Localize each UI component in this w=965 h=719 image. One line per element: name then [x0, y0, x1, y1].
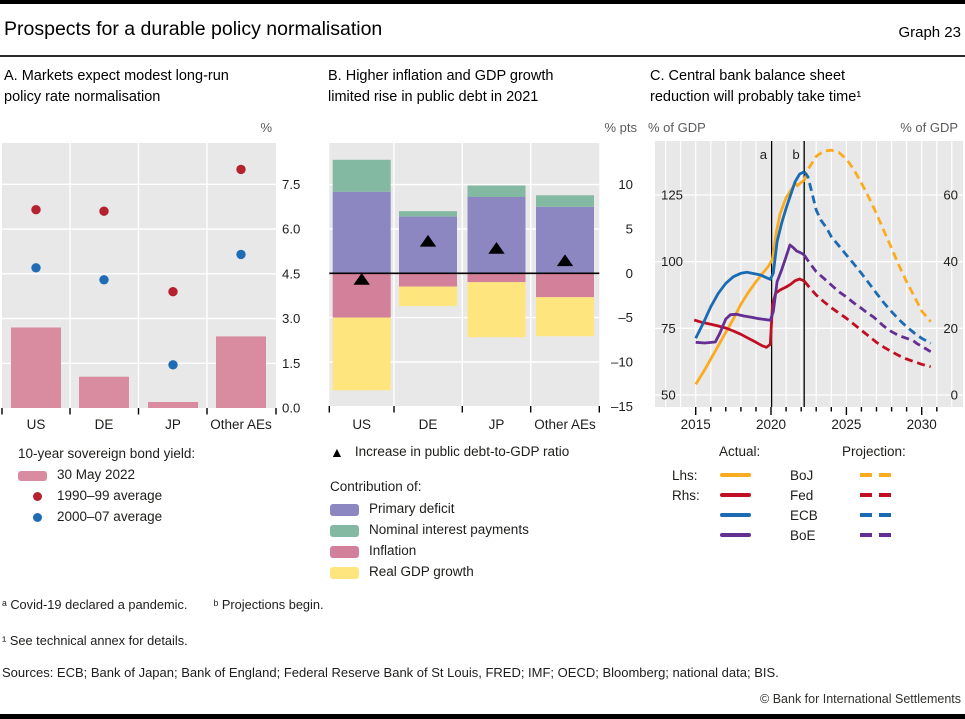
- panel-a-legend: [18, 443, 195, 528]
- dot-1990–99-DE: [99, 207, 108, 216]
- panel-c-title: [650, 66, 960, 108]
- panel-c-unit-right: % of GDP: [900, 120, 958, 135]
- bar-JP: [148, 402, 198, 408]
- legend-label: 2000–07 average: [57, 509, 163, 525]
- x-axis-label: 2025: [831, 417, 862, 432]
- x-axis-label: 2020: [755, 417, 787, 432]
- fed-line-swatch: [720, 493, 751, 497]
- y-axis-label: 5: [625, 221, 633, 237]
- footnote-1: ¹ See technical annex for details.: [2, 633, 188, 648]
- pink-bar-swatch: [18, 471, 47, 481]
- fed-dash-swatch: [860, 493, 891, 497]
- panel-a-legend-heading: 10-year sovereign bond yield:: [18, 445, 196, 461]
- rhs-label: Rhs:: [672, 487, 700, 503]
- y-axis-label: –10: [610, 354, 633, 370]
- legend-label: 1990–99 average: [57, 488, 163, 504]
- legend-row-ecb: [645, 505, 965, 525]
- rhs-axis-label: 20: [943, 320, 958, 336]
- event-label-a: a: [759, 147, 768, 162]
- ecb-dash-swatch: [860, 513, 891, 517]
- legend-item-real-gdp-growth: [330, 562, 569, 583]
- y-axis-label: –15: [610, 398, 633, 414]
- page-title: Prospects for a durable policy normalisation: [4, 18, 383, 40]
- legend-row-fed: [645, 485, 965, 505]
- legend-item-inflation: [330, 541, 569, 562]
- legend-row-boe: [645, 525, 965, 545]
- legend-item-2000-07: [18, 507, 195, 528]
- purple-swatch: [330, 504, 359, 516]
- panel-b-title: [328, 66, 638, 108]
- lhs-axis-label: 100: [661, 254, 684, 270]
- category-label: DE: [94, 417, 114, 432]
- triangle-marker-icon: ▲: [330, 443, 344, 460]
- ecb-line-swatch: [720, 513, 751, 517]
- x-axis-label: 2030: [906, 417, 937, 432]
- panel-b-unit-label: % pts: [604, 120, 637, 135]
- bottom-rule-bar: [0, 714, 965, 719]
- dot-2000–07-JP: [168, 360, 177, 369]
- stack-inflation-DE: [399, 273, 457, 286]
- legend-label: 30 May 2022: [57, 467, 136, 483]
- red-dot-swatch: [33, 492, 42, 501]
- legend-projection-heading: Projection:: [842, 444, 906, 459]
- plot-area: [655, 141, 963, 407]
- legend-label: Inflation: [369, 543, 417, 559]
- category-label: Other AEs: [534, 417, 596, 432]
- stack-inflation-Other AEs: [536, 273, 594, 297]
- legend-item-primary-deficit: [330, 499, 569, 520]
- y-axis-label: –5: [618, 310, 633, 326]
- y-axis-label: 4.5: [282, 266, 301, 282]
- panel-a-unit-label: %: [260, 120, 272, 135]
- legend-label: Primary deficit: [369, 501, 455, 517]
- dot-1990–99-JP: [168, 287, 177, 296]
- rhs-axis-label: 60: [943, 187, 958, 203]
- legend-item-1990-99: [18, 486, 195, 507]
- panel-c-title-line2: reduction will probably take time¹: [650, 89, 862, 105]
- boj-dash-swatch: [860, 473, 891, 477]
- legend-label: Real GDP growth: [369, 564, 474, 580]
- boe-line-swatch: [720, 533, 751, 537]
- dot-2000–07-DE: [99, 275, 108, 284]
- legend-label: Fed: [790, 487, 814, 503]
- dot-2000–07-Other AEs: [236, 250, 245, 259]
- lhs-label: Lhs:: [672, 467, 698, 483]
- legend-label: Nominal interest payments: [369, 522, 529, 538]
- top-rule-bar: [0, 0, 965, 4]
- legend-label: BoJ: [790, 467, 814, 483]
- bar-Other AEs: [216, 336, 266, 408]
- panel-b-title-line1: B. Higher inflation and GDP growth: [328, 68, 554, 84]
- stack-primary_deficit-JP: [468, 197, 526, 273]
- stack-real_gdp-Other AEs: [536, 297, 594, 336]
- stack-nominal_interest-DE: [399, 211, 457, 216]
- dot-2000–07-US: [31, 263, 40, 272]
- blue-dot-swatch: [33, 513, 42, 522]
- panel-b-legend-heading: Contribution of:: [330, 479, 422, 495]
- legend-label: ECB: [790, 507, 818, 523]
- stack-nominal_interest-Other AEs: [536, 195, 594, 207]
- y-axis-label: 0.0: [282, 400, 301, 416]
- lhs-axis-label: 125: [661, 187, 684, 203]
- panel-b-chart: [320, 140, 645, 438]
- stack-nominal_interest-US: [333, 160, 391, 192]
- y-axis-label: 0: [625, 265, 633, 281]
- panel-a-title-line1: A. Markets expect modest long-run: [4, 68, 229, 84]
- panel-a-chart: [0, 140, 310, 438]
- event-label-b: b: [792, 147, 800, 162]
- y-axis-label: 10: [618, 177, 633, 193]
- dot-1990–99-US: [31, 205, 40, 214]
- legend-item-nominal-interest: [330, 520, 569, 541]
- stack-real_gdp-US: [333, 318, 391, 391]
- legend-label: Increase in public debt-to-GDP ratio: [354, 443, 570, 459]
- stack-real_gdp-DE: [399, 287, 457, 307]
- green-swatch: [330, 525, 359, 537]
- legend-item-30-may-2022: [18, 465, 195, 486]
- panel-c-title-line1: C. Central bank balance sheet: [650, 68, 846, 84]
- panel-b-legend: [330, 441, 569, 583]
- y-axis-label: 7.5: [282, 176, 301, 192]
- category-label: JP: [488, 417, 505, 432]
- lhs-axis-label: 75: [661, 320, 676, 336]
- stack-nominal_interest-JP: [468, 186, 526, 198]
- category-label: Other AEs: [210, 417, 272, 432]
- panel-a-title: [4, 66, 314, 108]
- footnote-a: ᵃ Covid-19 declared a pandemic.: [2, 597, 188, 612]
- category-label: DE: [418, 417, 438, 432]
- x-axis-label: 2015: [680, 417, 711, 432]
- category-label: US: [352, 417, 372, 432]
- stack-primary_deficit-US: [333, 192, 391, 274]
- footnote-ab-row: [2, 597, 324, 612]
- panel-a-title-line2: policy rate normalisation: [4, 89, 161, 105]
- dot-1990–99-Other AEs: [236, 165, 245, 174]
- footnote-b: ᵇ Projections begin.: [213, 597, 324, 612]
- copyright-line: © Bank for International Settlements: [760, 692, 961, 706]
- boj-line-swatch: [720, 473, 751, 477]
- legend-actual-heading: Actual:: [719, 444, 761, 459]
- yellow-swatch: [330, 567, 359, 579]
- category-label: JP: [165, 417, 181, 432]
- panel-c-unit-left: % of GDP: [648, 120, 706, 135]
- boe-dash-swatch: [860, 533, 891, 537]
- y-axis-label: 1.5: [282, 355, 301, 371]
- pink-swatch: [330, 546, 359, 558]
- bar-US: [11, 328, 61, 409]
- y-axis-label: 6.0: [282, 221, 301, 237]
- panel-b-title-line2: limited rise in public debt in 2021: [328, 89, 539, 105]
- graph-number-label: Graph 23: [898, 24, 961, 41]
- title-divider-rule: [0, 55, 965, 57]
- bar-DE: [79, 377, 129, 408]
- rhs-axis-label: 40: [943, 254, 958, 270]
- stack-real_gdp-JP: [468, 282, 526, 337]
- legend-item-debt-marker: [330, 441, 569, 463]
- legend-label: BoE: [790, 527, 816, 543]
- legend-row-boj: [645, 465, 965, 485]
- lhs-axis-label: 50: [661, 387, 676, 403]
- rhs-axis-label: 0: [950, 387, 958, 403]
- stack-inflation-JP: [468, 273, 526, 282]
- panel-c-chart: [645, 138, 965, 438]
- sources-line: Sources: ECB; Bank of Japan; Bank of England; Federal Reserve Bank of St Louis, FRED; IMF; OECD; Bloomberg; national data; BIS.: [2, 665, 779, 680]
- y-axis-label: 3.0: [282, 311, 301, 327]
- category-label: US: [26, 417, 46, 432]
